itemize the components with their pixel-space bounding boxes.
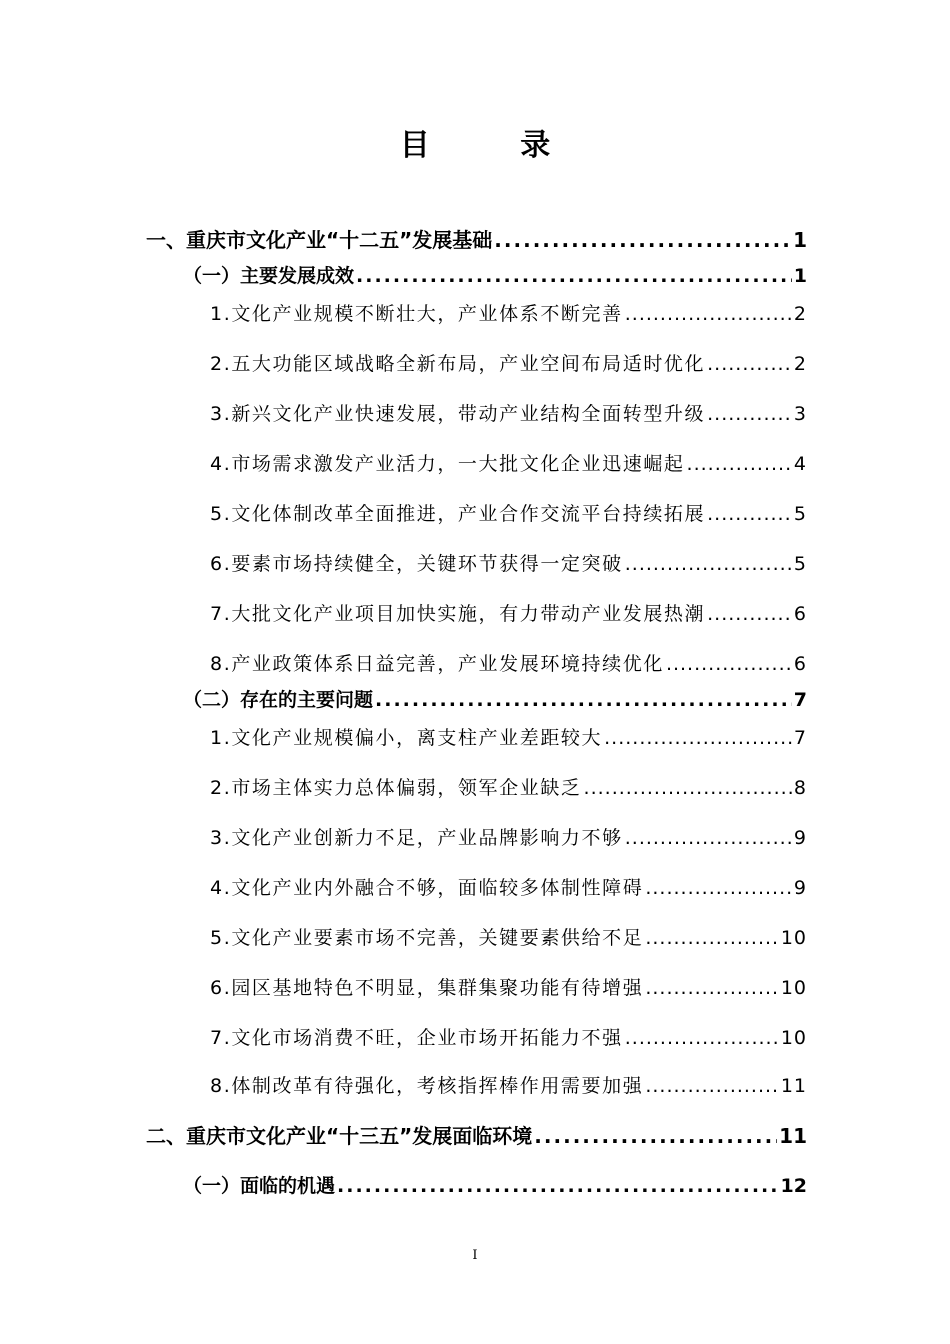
toc-entry-page: 10 bbox=[780, 1027, 807, 1049]
toc-entry-level3[interactable] bbox=[210, 820, 807, 856]
toc-entry-page: 9 bbox=[793, 877, 807, 899]
dot-leader bbox=[625, 546, 792, 582]
toc-entry-level3[interactable] bbox=[210, 1068, 807, 1104]
toc-entry-page: 5 bbox=[793, 553, 807, 575]
page-number: I bbox=[472, 1248, 478, 1263]
toc-entry-page: 7 bbox=[793, 689, 807, 711]
toc-entry-page: 2 bbox=[793, 353, 807, 375]
toc-entry-page: 1 bbox=[793, 265, 807, 287]
toc-entry-level2[interactable] bbox=[183, 682, 807, 718]
toc-entry-level3[interactable] bbox=[210, 646, 807, 682]
toc-entry-page: 10 bbox=[780, 927, 807, 949]
toc-entry-page: 11 bbox=[779, 1124, 807, 1148]
toc-entry-page: 10 bbox=[780, 977, 807, 999]
toc-entry-page: 6 bbox=[793, 603, 807, 625]
toc-entry-level3[interactable] bbox=[210, 496, 807, 532]
dot-leader bbox=[375, 682, 792, 718]
toc-entry-page: 4 bbox=[793, 453, 807, 475]
toc-entry-label: 1.文化产业规模不断壮大，产业体系不断完善 bbox=[210, 303, 623, 325]
dot-leader bbox=[707, 396, 792, 432]
toc-entry-level3[interactable] bbox=[210, 396, 807, 432]
toc-entry-level3[interactable] bbox=[210, 346, 807, 382]
toc-entry-page: 12 bbox=[780, 1175, 807, 1197]
toc-entry-label: 2.市场主体实力总体偏弱，领军企业缺乏 bbox=[210, 777, 582, 799]
dot-leader bbox=[707, 596, 792, 632]
dot-leader bbox=[337, 1168, 779, 1204]
toc-entry-level1[interactable] bbox=[146, 1118, 807, 1154]
dot-leader bbox=[645, 870, 792, 906]
toc-entry-page: 7 bbox=[793, 727, 807, 749]
dot-leader bbox=[625, 1020, 779, 1056]
dot-leader bbox=[666, 646, 792, 682]
toc-entry-label: （一）主要发展成效 bbox=[183, 265, 355, 287]
toc-entry-label: 6.园区基地特色不明显，集群集聚功能有待增强 bbox=[210, 977, 644, 999]
toc-entry-page: 6 bbox=[793, 653, 807, 675]
toc-entry-level3[interactable] bbox=[210, 720, 807, 756]
toc-entry-label: 8.产业政策体系日益完善，产业发展环境持续优化 bbox=[210, 653, 664, 675]
toc-entry-label: 4.市场需求激发产业活力，一大批文化企业迅速崛起 bbox=[210, 453, 685, 475]
toc-entry-page: 3 bbox=[793, 403, 807, 425]
dot-leader bbox=[687, 446, 792, 482]
dot-leader bbox=[356, 258, 792, 294]
toc-entry-level3[interactable] bbox=[210, 446, 807, 482]
dot-leader bbox=[604, 720, 792, 756]
dot-leader bbox=[645, 920, 778, 956]
dot-leader bbox=[625, 296, 792, 332]
toc-entry-page: 9 bbox=[793, 827, 807, 849]
dot-leader bbox=[645, 1068, 778, 1104]
dot-leader bbox=[584, 770, 792, 806]
toc-entry-label: 8.体制改革有待强化，考核指挥棒作用需要加强 bbox=[210, 1075, 644, 1097]
toc-entry-label: 7.大批文化产业项目加快实施，有力带动产业发展热潮 bbox=[210, 603, 706, 625]
toc-entry-label: 一、重庆市文化产业“十二五”发展基础 bbox=[146, 228, 493, 252]
toc-entry-label: 7.文化市场消费不旺，企业市场开拓能力不强 bbox=[210, 1027, 623, 1049]
toc-entry-label: 二、重庆市文化产业“十三五”发展面临环境 bbox=[146, 1124, 533, 1148]
dot-leader bbox=[707, 346, 792, 382]
dot-leader bbox=[494, 222, 791, 258]
toc-entry-level3[interactable] bbox=[210, 296, 807, 332]
toc-entry-label: 4.文化产业内外融合不够，面临较多体制性障碍 bbox=[210, 877, 644, 899]
toc-entry-level3[interactable] bbox=[210, 770, 807, 806]
toc-entry-label: 3.文化产业创新力不足，产业品牌影响力不够 bbox=[210, 827, 623, 849]
toc-entry-level2[interactable] bbox=[183, 258, 807, 294]
toc-entry-label: 5.文化产业要素市场不完善，关键要素供给不足 bbox=[210, 927, 644, 949]
toc-title: 目 录 bbox=[399, 128, 591, 163]
dot-leader bbox=[625, 820, 792, 856]
toc-entry-level3[interactable] bbox=[210, 870, 807, 906]
dot-leader bbox=[534, 1118, 777, 1154]
toc-entry-level3[interactable] bbox=[210, 596, 807, 632]
toc-entry-level3[interactable] bbox=[210, 546, 807, 582]
toc-entry-page: 11 bbox=[780, 1075, 807, 1097]
toc-entry-label: 2.五大功能区域战略全新布局，产业空间布局适时优化 bbox=[210, 353, 706, 375]
toc-entry-page: 2 bbox=[793, 303, 807, 325]
toc-entry-level3[interactable] bbox=[210, 920, 807, 956]
toc-entry-label: 6.要素市场持续健全，关键环节获得一定突破 bbox=[210, 553, 623, 575]
toc-entry-page: 8 bbox=[793, 777, 807, 799]
toc-entry-page: 5 bbox=[793, 503, 807, 525]
toc-entry-page: 1 bbox=[793, 228, 807, 252]
toc-entry-label: （一）面临的机遇 bbox=[183, 1175, 336, 1197]
toc-entry-level3[interactable] bbox=[210, 1020, 807, 1056]
toc-entry-label: 5.文化体制改革全面推进，产业合作交流平台持续拓展 bbox=[210, 503, 706, 525]
toc-entry-label: 3.新兴文化产业快速发展，带动产业结构全面转型升级 bbox=[210, 403, 706, 425]
toc-entry-label: （二）存在的主要问题 bbox=[183, 689, 374, 711]
toc-entry-label: 1.文化产业规模偏小，离支柱产业差距较大 bbox=[210, 727, 603, 749]
toc-entry-level3[interactable] bbox=[210, 970, 807, 1006]
toc-entry-level1[interactable] bbox=[146, 222, 807, 258]
toc-entry-level2[interactable] bbox=[183, 1168, 807, 1204]
dot-leader bbox=[645, 970, 778, 1006]
dot-leader bbox=[707, 496, 792, 532]
